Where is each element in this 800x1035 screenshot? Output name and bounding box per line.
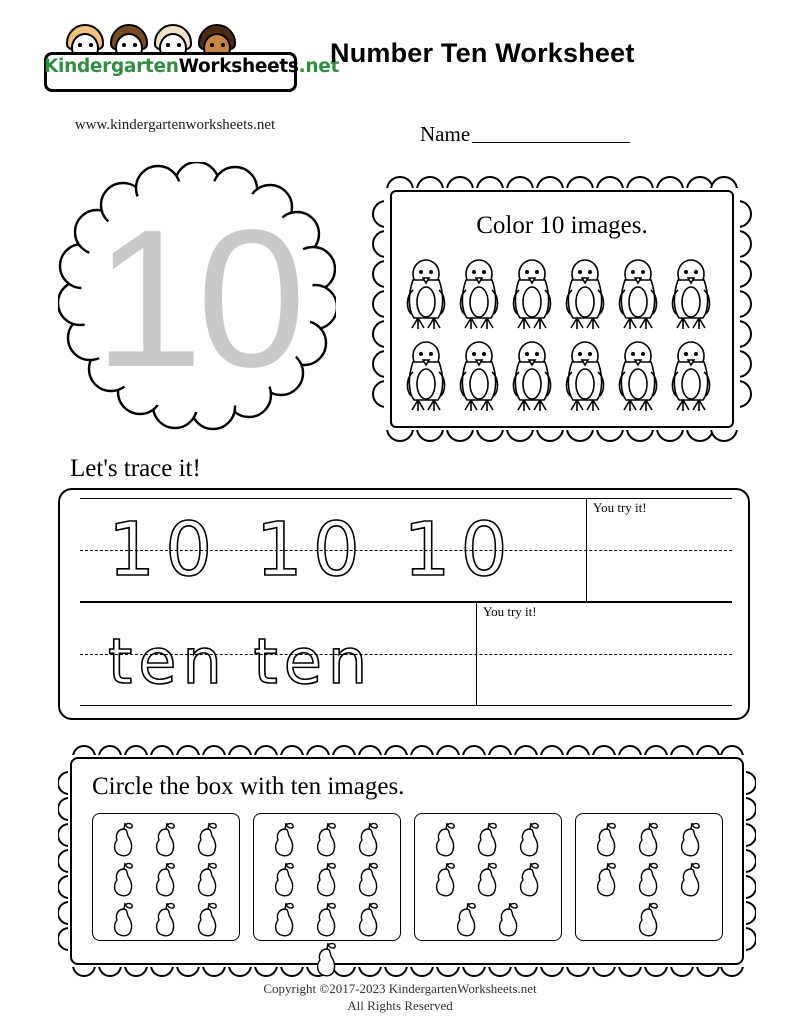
number-ten-glyph: 10 — [93, 189, 300, 408]
pear-icon — [145, 900, 187, 940]
pear-icon — [187, 860, 229, 900]
pear-answer-box[interactable] — [253, 813, 401, 941]
name-field-row — [420, 122, 630, 147]
pear-icon — [306, 900, 348, 940]
number-display-circle — [58, 162, 336, 442]
pear-icon — [145, 860, 187, 900]
pear-icon — [306, 860, 348, 900]
penguin-icon — [612, 334, 665, 416]
penguin-icon — [506, 334, 559, 416]
pear-icon — [670, 820, 712, 860]
penguin-icon — [400, 334, 453, 416]
penguin-icon — [665, 252, 718, 334]
pear-icon — [187, 820, 229, 860]
site-url: www.kindergartenworksheets.net — [74, 117, 276, 133]
rights-text: All Rights Reserved — [347, 998, 453, 1013]
pear-icon — [628, 900, 670, 940]
logo-badge — [44, 22, 339, 94]
penguin-icon — [559, 334, 612, 416]
pear-grid — [99, 820, 233, 934]
circle-the-box-section — [58, 745, 756, 977]
pear-icon — [586, 860, 628, 900]
pear-icon — [264, 820, 306, 860]
pear-icon — [628, 820, 670, 860]
pear-icon — [509, 860, 551, 900]
name-label: Name — [420, 122, 471, 146]
pear-icon — [446, 900, 488, 940]
penguin-icon — [453, 334, 506, 416]
you-try-cell[interactable] — [586, 498, 732, 602]
pear-icon — [145, 820, 187, 860]
trace-instruction: Let's trace it! — [70, 455, 201, 482]
penguin-icon — [506, 252, 559, 334]
pear-icon — [103, 820, 145, 860]
pear-icon — [103, 860, 145, 900]
pear-icon — [670, 860, 712, 900]
pear-icon — [467, 820, 509, 860]
pear-grid — [582, 820, 716, 934]
pear-icon — [306, 820, 348, 860]
pear-grid — [260, 820, 394, 934]
trace-glyphs-numbers: 10 10 10 — [108, 507, 518, 593]
you-try-label: You try it! — [483, 604, 537, 619]
penguin-icon — [612, 252, 665, 334]
logo-text-net: .net — [298, 56, 339, 77]
pear-icon — [348, 860, 390, 900]
color-instruction: Color 10 images. — [476, 212, 648, 239]
pear-icon — [348, 900, 390, 940]
pear-icon — [306, 940, 348, 980]
pear-icon — [264, 900, 306, 940]
pear-icon — [467, 860, 509, 900]
trace-row-word[interactable] — [80, 602, 732, 706]
penguin-icon — [453, 252, 506, 334]
pear-icon — [103, 900, 145, 940]
you-try-label: You try it! — [593, 500, 647, 515]
penguin-icon — [400, 252, 453, 334]
pear-icon — [509, 820, 551, 860]
pear-icon — [348, 820, 390, 860]
copyright-text: Copyright ©2017-2023 KindergartenWorksheets.net — [263, 981, 537, 996]
circle-instruction: Circle the box with ten images. — [92, 773, 405, 800]
pear-answer-box[interactable] — [92, 813, 240, 941]
logo-text-worksheets: Worksheets — [178, 56, 299, 77]
site-logo[interactable] — [44, 22, 339, 94]
penguin-icon — [665, 334, 718, 416]
pear-answer-box[interactable] — [575, 813, 723, 941]
logo-wordmark — [44, 56, 339, 77]
logo-text-kindergarten: Kindergarten — [44, 56, 179, 77]
pear-box-row — [92, 813, 728, 941]
trace-row-numbers[interactable] — [80, 498, 732, 602]
pear-icon — [628, 860, 670, 900]
pear-answer-box[interactable] — [414, 813, 562, 941]
footer — [0, 980, 800, 1014]
pear-icon — [425, 820, 467, 860]
penguin-grid — [400, 252, 722, 416]
you-try-cell[interactable] — [476, 602, 732, 706]
pear-icon — [488, 900, 530, 940]
trace-section — [58, 488, 750, 720]
page-title: Number Ten Worksheet — [330, 38, 635, 68]
pear-icon — [425, 860, 467, 900]
trace-glyphs-word: ten ten — [108, 625, 374, 698]
penguin-icon — [559, 252, 612, 334]
name-input-line[interactable] — [472, 124, 630, 143]
pear-grid — [421, 820, 555, 934]
pear-icon — [264, 860, 306, 900]
color-images-section — [368, 170, 756, 448]
pear-icon — [187, 900, 229, 940]
pear-icon — [586, 820, 628, 860]
